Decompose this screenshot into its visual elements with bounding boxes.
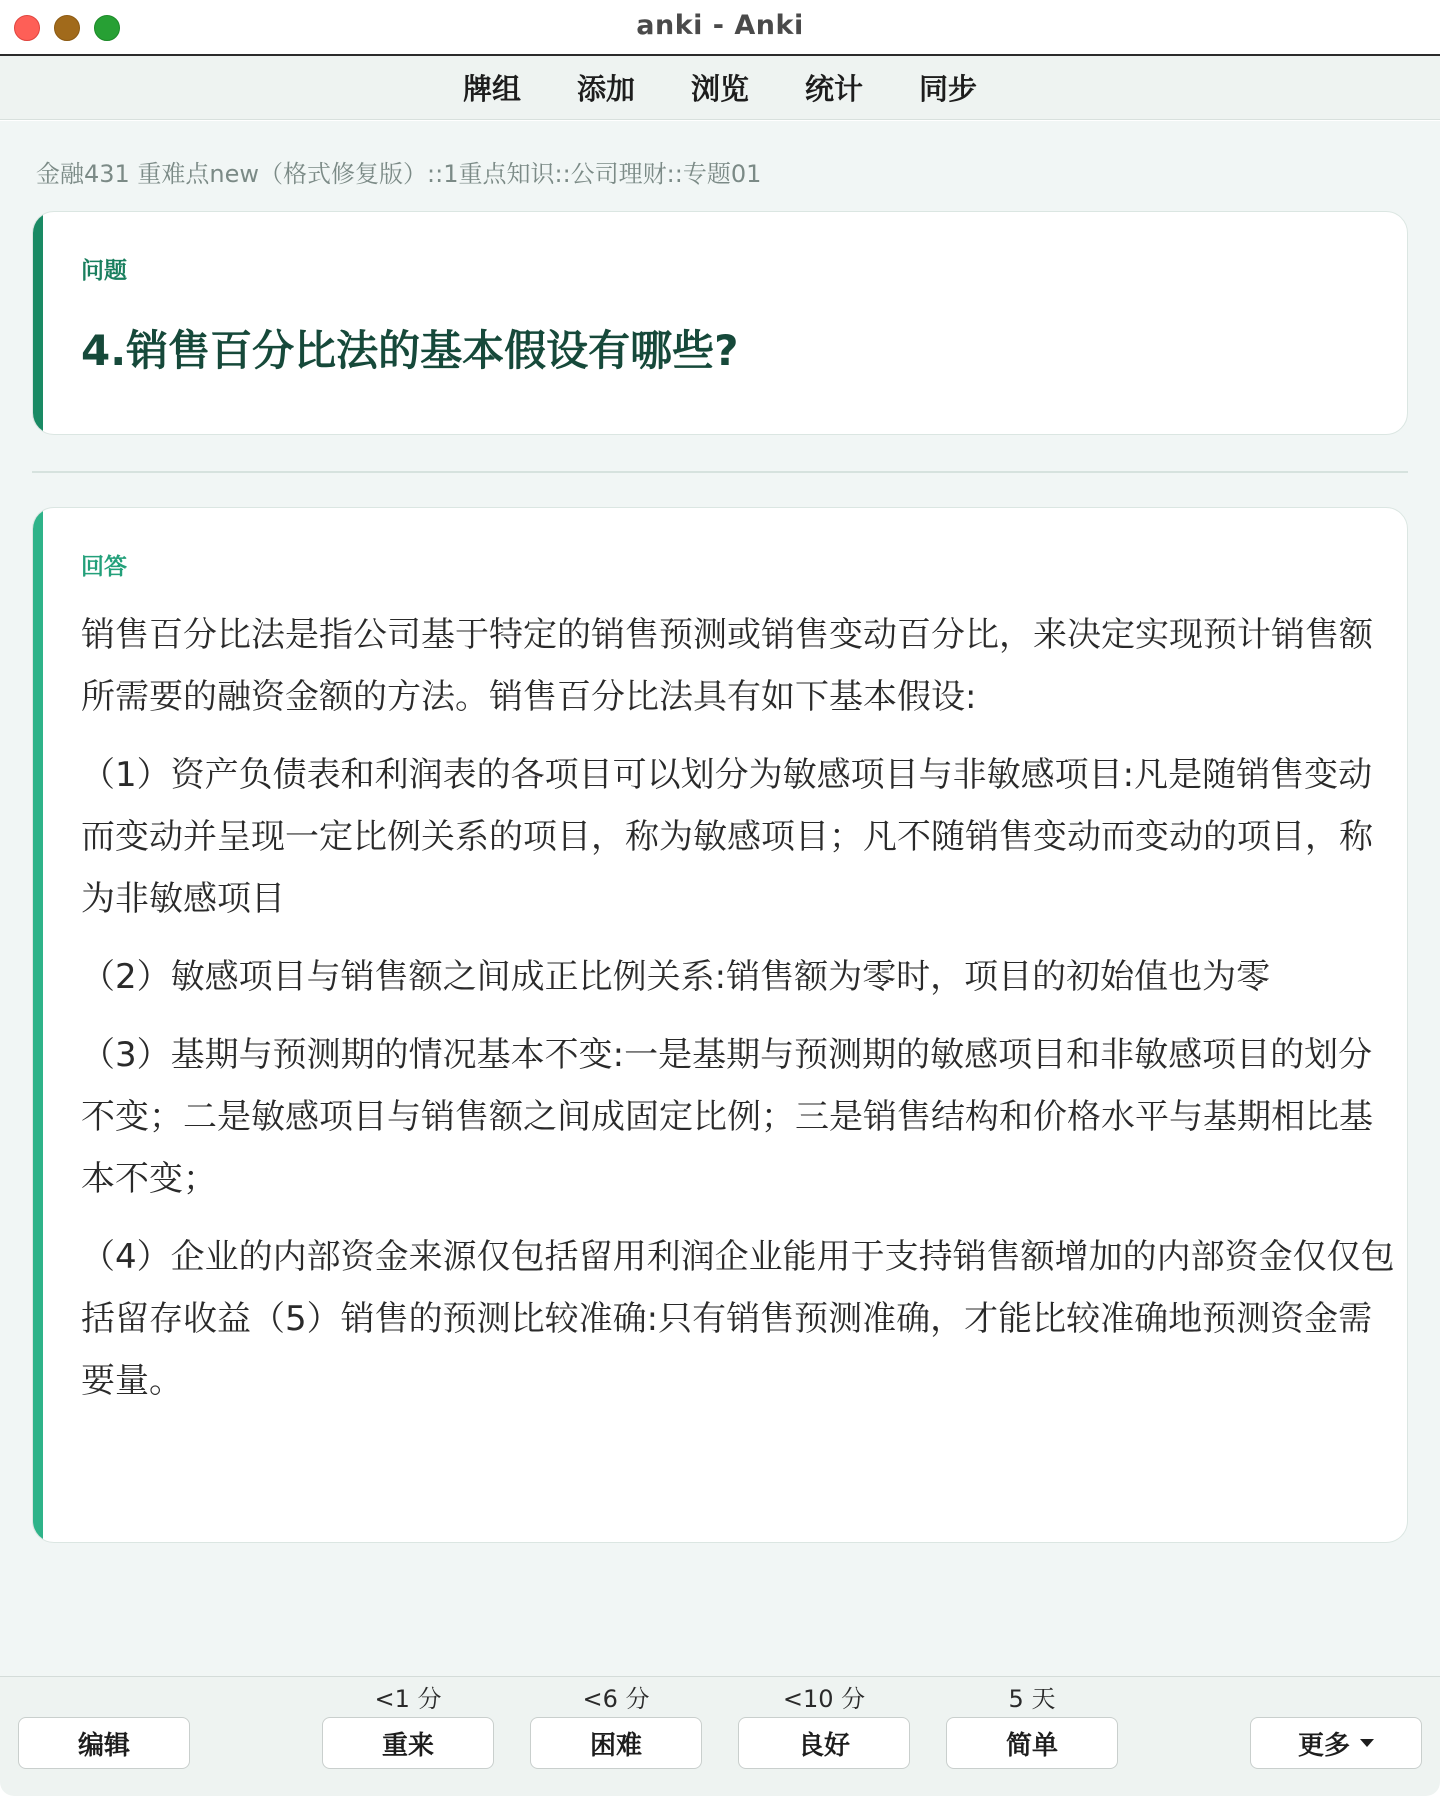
more-button-label: 更多 — [1297, 1730, 1350, 1761]
toolbar-add[interactable]: 添加 — [576, 72, 635, 106]
answer-paragraph: （3）基期与预测期的情况基本不变:一是基期与预测期的敏感项目和非敏感项目的划分不变；二是敏感项目与销售额之间成固定比例；三是销售结构和价格水平与基期相比基本不变； — [81, 1035, 1373, 1199]
reviewer-content — [0, 121, 1440, 1676]
toolbar-stats[interactable]: 统计 — [805, 72, 864, 106]
question-card — [32, 211, 1408, 435]
hard-interval: <6 分 — [582, 1685, 650, 1713]
question-accent-bar — [33, 212, 43, 434]
easy-button[interactable]: 简单 — [946, 1717, 1118, 1769]
toolbar-decks[interactable]: 牌组 — [462, 72, 521, 106]
answer-paragraph: 销售百分比法是指公司基于特定的销售预测或销售变动百分比，来决定实现预计销售额所需要的融资金额的方法。销售百分比法具有如下基本假设: — [81, 615, 1373, 717]
review-bottom-bar — [0, 1676, 1440, 1796]
answer-accent-bar — [33, 508, 43, 1542]
chevron-down-icon — [1360, 1739, 1374, 1747]
deck-breadcrumb: 金融431 重难点new（格式修复版）::1重点知识::公司理财::专题01 — [36, 160, 762, 188]
again-interval: <1 分 — [374, 1685, 442, 1713]
card-divider — [32, 471, 1408, 473]
answer-label: 回答 — [81, 554, 127, 580]
toolbar-sync[interactable]: 同步 — [919, 72, 978, 106]
answer-paragraph: （4）企业的内部资金来源仅包括留用利润企业能用于支持销售额增加的内部资金仅仅包括留存收益（5）销售的预测比较准确:只有销售预测准确，才能比较准确地预测资金需要量。 — [81, 1237, 1395, 1401]
title-bar — [0, 0, 1440, 56]
main-toolbar — [0, 56, 1440, 120]
answer-body — [81, 604, 1401, 1428]
answer-card — [32, 507, 1408, 1543]
more-button[interactable] — [1250, 1717, 1422, 1769]
window-title: anki - Anki — [636, 10, 804, 41]
question-label: 问题 — [81, 258, 127, 284]
good-interval: <10 分 — [782, 1685, 866, 1713]
answer-paragraph: （2）敏感项目与销售额之间成正比例关系:销售额为零时，项目的初始值也为零 — [81, 957, 1271, 997]
hard-button[interactable]: 困难 — [530, 1717, 702, 1769]
again-button[interactable]: 重来 — [322, 1717, 494, 1769]
toolbar-browse[interactable]: 浏览 — [690, 72, 749, 106]
easy-interval: 5 天 — [1008, 1685, 1056, 1713]
edit-button[interactable]: 编辑 — [18, 1717, 190, 1769]
answer-paragraph: （1）资产负债表和利润表的各项目可以划分为敏感项目与非敏感项目:凡是随销售变动而变动并呈现一定比例关系的项目，称为敏感项目；凡不随销售变动而变动的项目，称为非敏感项目 — [81, 755, 1373, 919]
question-text: 4.销售百分比法的基本假设有哪些? — [81, 326, 739, 375]
good-button[interactable]: 良好 — [738, 1717, 910, 1769]
